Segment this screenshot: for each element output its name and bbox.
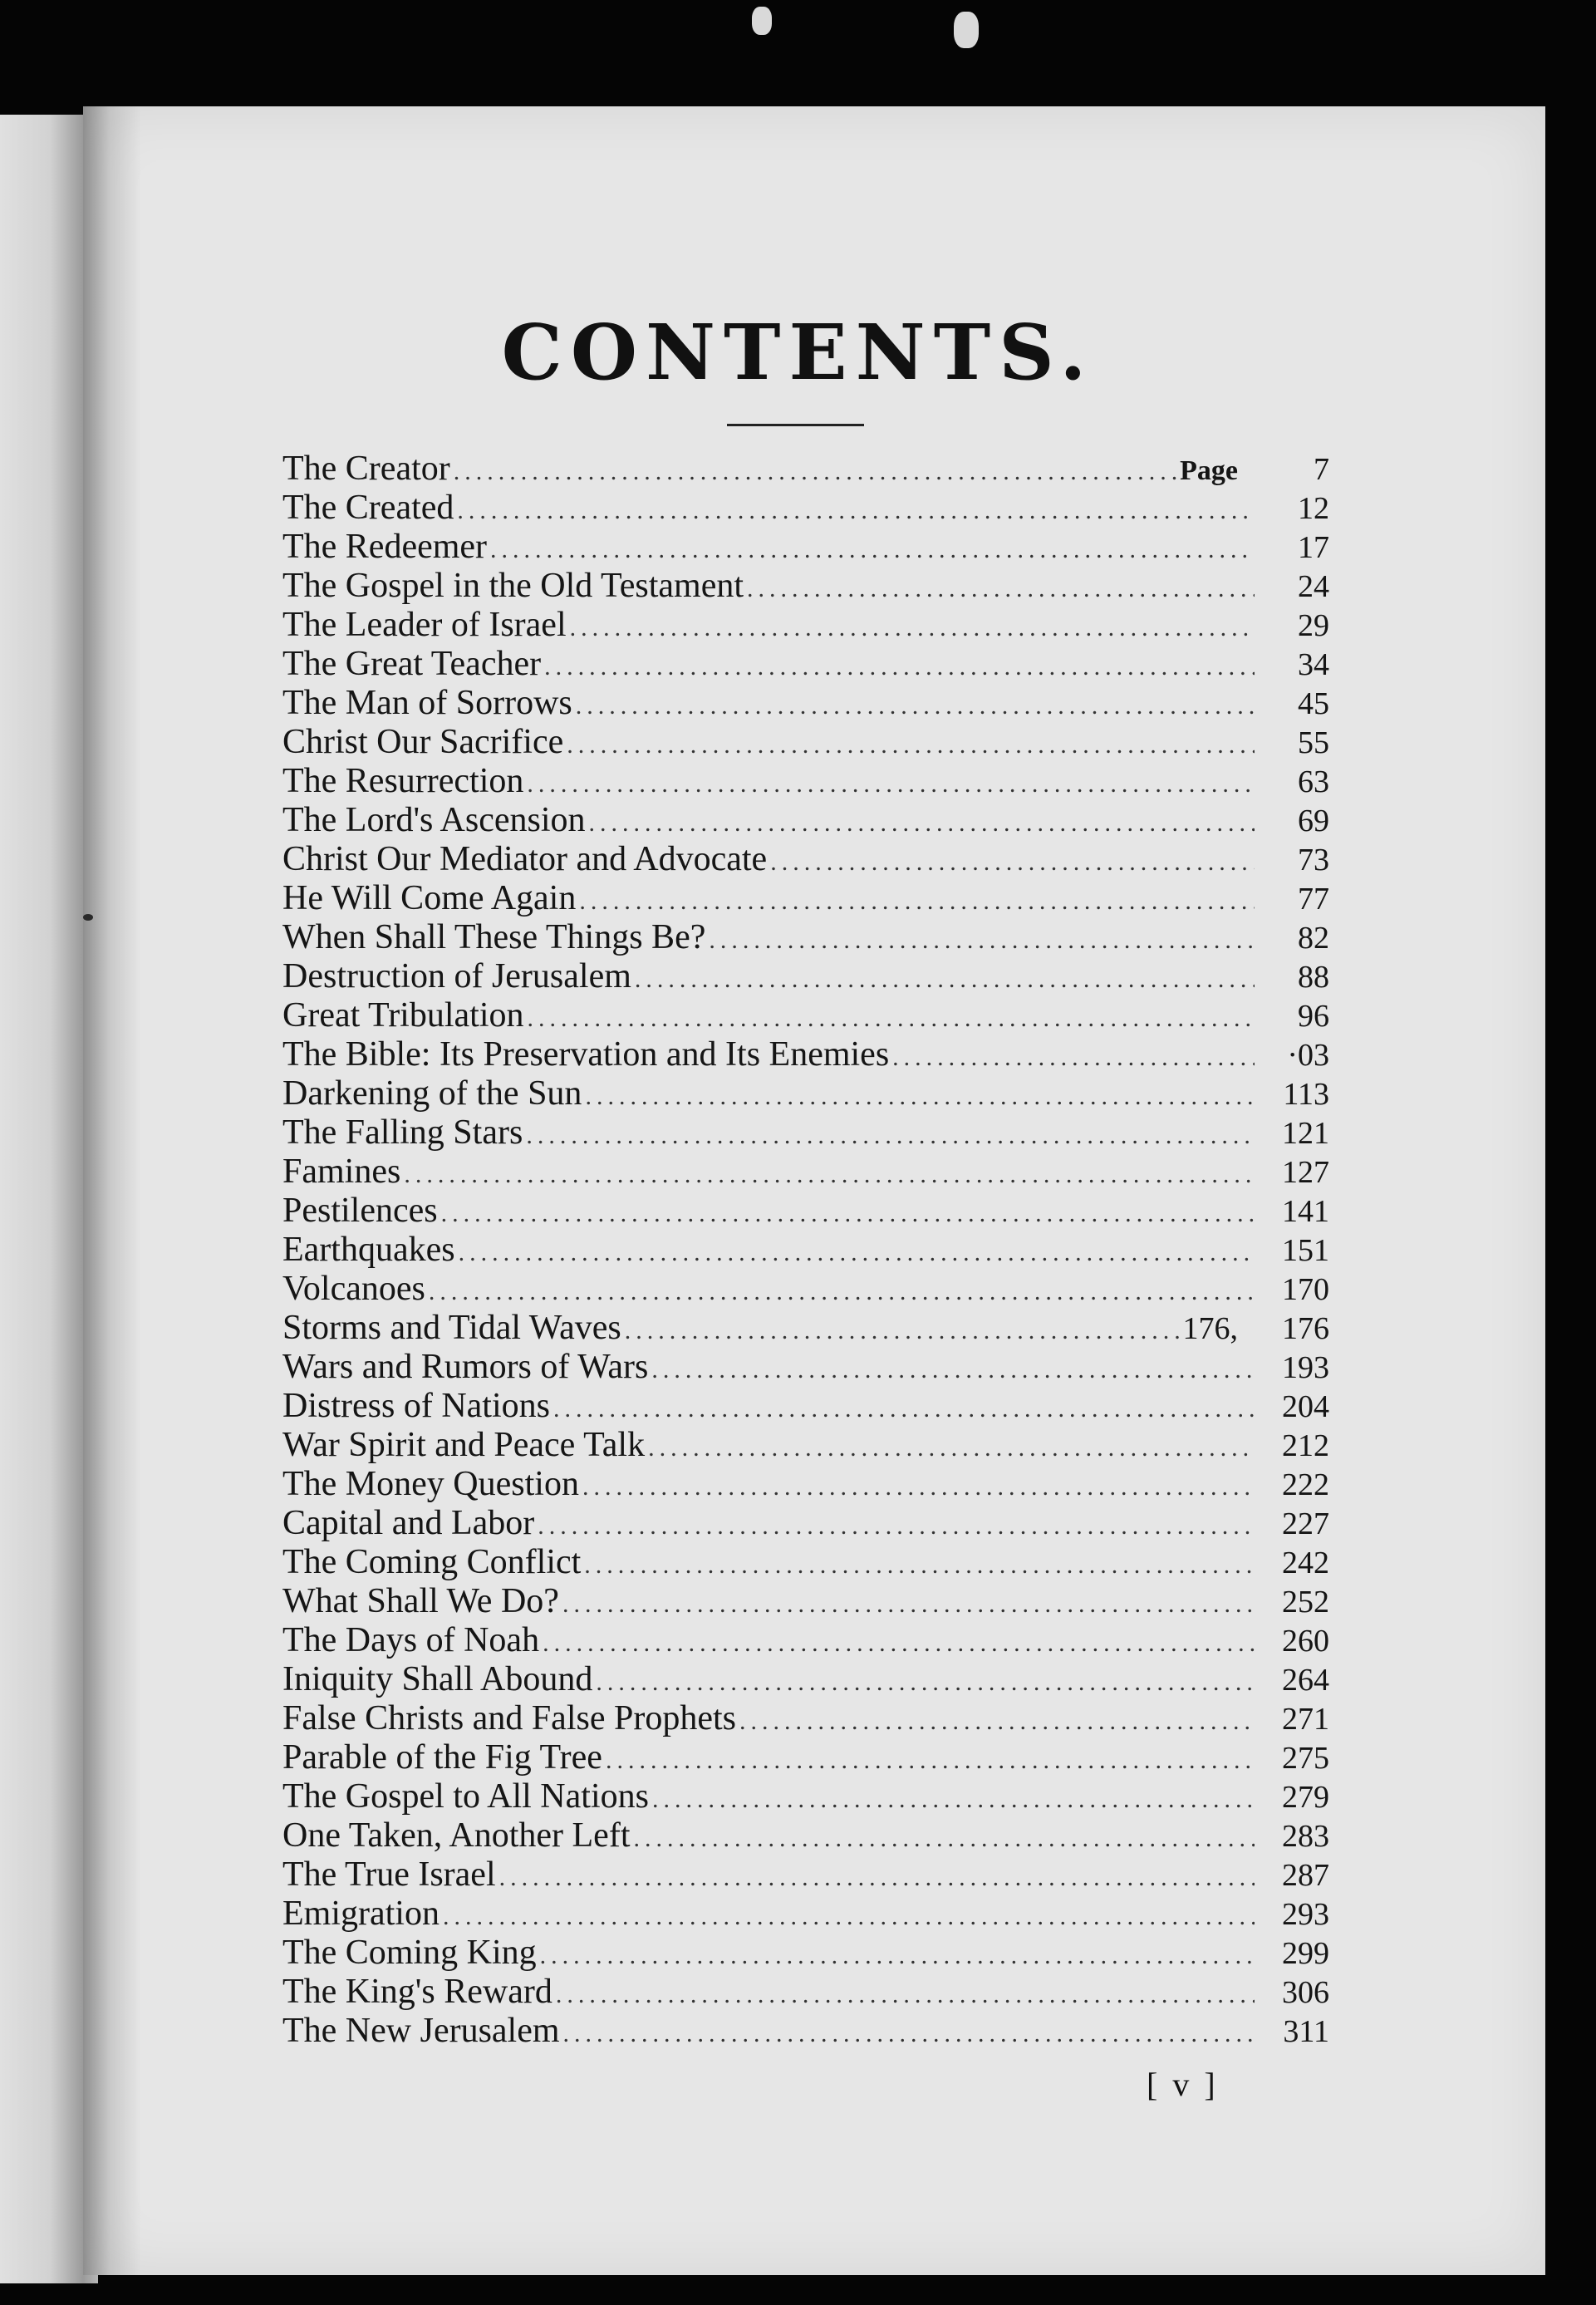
toc-entry-page-number: 77 xyxy=(1298,882,1329,917)
toc-entry-page-number: 283 xyxy=(1282,1819,1329,1854)
toc-entry xyxy=(282,878,1329,917)
toc-leader-dots xyxy=(892,1044,1255,1072)
toc-entry-title: Christ Our Mediator and Advocate xyxy=(282,840,768,878)
toc-entry-title: Great Tribulation xyxy=(282,996,524,1035)
toc-entry xyxy=(282,1386,1329,1425)
toc-leader-dots xyxy=(543,1629,1255,1658)
toc-entry-page-number: 271 xyxy=(1282,1702,1329,1737)
toc-entry xyxy=(282,2011,1329,2050)
toc-entry xyxy=(282,1035,1329,1074)
toc-leader-dots xyxy=(441,1200,1255,1228)
toc-entry-title: False Christs and False Prophets xyxy=(282,1699,736,1737)
toc-leader-dots xyxy=(538,1512,1255,1541)
toc-entry-page-number: 69 xyxy=(1298,804,1329,838)
toc-entry xyxy=(282,1074,1329,1113)
toc-leader-dots xyxy=(651,1356,1255,1384)
toc-entry-page-number: ·03 xyxy=(1287,1038,1329,1073)
toc-entry-title: The Leader of Israel xyxy=(282,606,567,644)
toc-entry xyxy=(282,1972,1329,2011)
toc-entry xyxy=(282,1542,1329,1581)
toc-entry-page-number: 170 xyxy=(1282,1272,1329,1307)
toc-entry-title: The Coming Conflict xyxy=(282,1543,582,1581)
toc-entry xyxy=(282,1581,1329,1620)
toc-leader-dots xyxy=(648,1434,1255,1462)
toc-entry-page-number: 222 xyxy=(1282,1467,1329,1502)
toc-entry-page-number: 275 xyxy=(1282,1741,1329,1776)
toc-entry xyxy=(282,1464,1329,1503)
toc-entry-page-number: 113 xyxy=(1283,1077,1329,1112)
toc-entry-title: Distress of Nations xyxy=(282,1387,550,1425)
toc-entry-extra-page: 176, xyxy=(1182,1311,1238,1346)
toc-entry-page-number: 127 xyxy=(1282,1155,1329,1190)
toc-entry-page-number: 227 xyxy=(1282,1506,1329,1541)
toc-entry xyxy=(282,839,1329,878)
toc-leader-dots xyxy=(544,653,1255,681)
scan-border xyxy=(1545,106,1596,2305)
toc-entry-page-number: 12 xyxy=(1298,491,1329,526)
toc-entry-page-number: 121 xyxy=(1282,1116,1329,1151)
toc-entry-page-number: 193 xyxy=(1282,1350,1329,1385)
toc-entry-page-number: 151 xyxy=(1282,1233,1329,1268)
toc-entry-title: The Bible: Its Preservation and Its Enemies xyxy=(282,1035,890,1074)
toc-entry-page-number: 29 xyxy=(1298,608,1329,643)
toc-entry-title: Destruction of Jerusalem xyxy=(282,957,631,995)
table-of-contents xyxy=(282,449,1329,2050)
toc-entry xyxy=(282,956,1329,995)
toc-entry xyxy=(282,566,1329,605)
toc-entry-title: The Redeemer xyxy=(282,528,488,566)
toc-entry xyxy=(282,995,1329,1035)
toc-entry xyxy=(282,1152,1329,1191)
toc-entry-page-number: 260 xyxy=(1282,1624,1329,1659)
toc-entry-page-number: 96 xyxy=(1298,999,1329,1034)
toc-leader-dots xyxy=(499,1864,1255,1892)
toc-entry-page-number: 299 xyxy=(1282,1936,1329,1971)
toc-entry-title: The Gospel in the Old Testament xyxy=(282,567,744,605)
toc-leader-dots xyxy=(596,1669,1255,1697)
toc-leader-dots xyxy=(490,536,1255,564)
toc-leader-dots xyxy=(556,1981,1255,2009)
toc-entry-title: The Great Teacher xyxy=(282,645,542,683)
toc-entry-title: The Coming King xyxy=(282,1934,537,1972)
toc-entry-title: The Resurrection xyxy=(282,762,524,800)
toc-leader-dots xyxy=(553,1395,1255,1423)
toc-entry-title: The True Israel xyxy=(282,1855,496,1894)
toc-leader-dots xyxy=(567,731,1255,759)
toc-leader-dots xyxy=(589,809,1255,838)
toc-leader-dots xyxy=(563,2020,1255,2048)
toc-entry-title: When Shall These Things Be? xyxy=(282,918,706,956)
toc-leader-dots xyxy=(635,966,1255,994)
toc-entry-page-number: 287 xyxy=(1282,1858,1329,1893)
toc-entry-title: Capital and Labor xyxy=(282,1504,535,1542)
toc-leader-dots xyxy=(585,1083,1255,1111)
toc-entry-title: The Man of Sorrows xyxy=(282,684,572,722)
toc-leader-dots xyxy=(770,848,1255,877)
toc-leader-dots xyxy=(739,1708,1255,1736)
toc-entry xyxy=(282,1894,1329,1933)
toc-entry-page-number: 45 xyxy=(1298,686,1329,721)
toc-entry xyxy=(282,1933,1329,1972)
toc-entry-title: Famines xyxy=(282,1152,401,1191)
toc-entry xyxy=(282,917,1329,956)
toc-entry-title: Pestilences xyxy=(282,1192,438,1230)
toc-entry-page-number: 212 xyxy=(1282,1428,1329,1463)
toc-entry xyxy=(282,488,1329,527)
toc-entry xyxy=(282,1347,1329,1386)
toc-entry-page-number: 264 xyxy=(1282,1663,1329,1698)
toc-entry xyxy=(282,1425,1329,1464)
toc-entry xyxy=(282,1113,1329,1152)
toc-entry-page-number: 24 xyxy=(1298,569,1329,604)
toc-entry-page-number: 34 xyxy=(1298,647,1329,682)
toc-entry-title: The Creator xyxy=(282,450,450,488)
toc-entry xyxy=(282,1503,1329,1542)
toc-entry-title: Iniquity Shall Abound xyxy=(282,1660,593,1698)
toc-entry-title: The Falling Stars xyxy=(282,1113,523,1152)
toc-entry-title: Christ Our Sacrifice xyxy=(282,723,564,761)
toc-leader-dots xyxy=(747,575,1255,603)
toc-leader-dots xyxy=(582,1473,1255,1501)
toc-leader-dots xyxy=(454,458,1176,486)
toc-leader-dots xyxy=(584,1551,1255,1580)
gutter-shadow xyxy=(83,106,141,2275)
toc-entry-page-number: 306 xyxy=(1282,1975,1329,2010)
toc-entry xyxy=(282,1191,1329,1230)
toc-entry xyxy=(282,1308,1329,1347)
toc-entry xyxy=(282,1777,1329,1816)
toc-leader-dots xyxy=(633,1825,1255,1853)
toc-leader-dots xyxy=(429,1278,1255,1306)
page-column-label: Page xyxy=(1180,455,1238,486)
toc-entry-page-number: 204 xyxy=(1282,1389,1329,1424)
toc-entry xyxy=(282,1269,1329,1308)
toc-leader-dots xyxy=(579,887,1255,916)
toc-leader-dots xyxy=(527,770,1255,799)
toc-leader-dots xyxy=(526,1122,1255,1150)
toc-entry xyxy=(282,449,1329,488)
toc-entry-page-number: 311 xyxy=(1283,2014,1329,2049)
toc-leader-dots xyxy=(570,614,1255,642)
toc-entry-title: The Gospel to All Nations xyxy=(282,1777,649,1816)
toc-entry-title: Parable of the Fig Tree xyxy=(282,1738,602,1777)
toc-entry-title: The Created xyxy=(282,489,454,527)
toc-entry-title: The Money Question xyxy=(282,1465,579,1503)
toc-entry-title: The Days of Noah xyxy=(282,1621,540,1659)
page-folio: [ v ] xyxy=(1147,2066,1219,2103)
toc-entry-page-number: 55 xyxy=(1298,725,1329,760)
toc-entry-page-number: 88 xyxy=(1298,960,1329,995)
toc-entry xyxy=(282,683,1329,722)
title-rule xyxy=(727,424,864,426)
scan-artifact-mark xyxy=(954,12,979,48)
toc-leader-dots xyxy=(459,1239,1255,1267)
toc-entry-title: Emigration xyxy=(282,1895,440,1933)
toc-leader-dots xyxy=(540,1942,1255,1970)
toc-leader-dots xyxy=(562,1590,1255,1619)
toc-entry xyxy=(282,761,1329,800)
scan-artifact-mark xyxy=(752,7,772,35)
toc-entry-title: War Spirit and Peace Talk xyxy=(282,1426,646,1464)
toc-entry xyxy=(282,644,1329,683)
toc-entry-title: Volcanoes xyxy=(282,1270,425,1308)
toc-leader-dots xyxy=(625,1317,1180,1345)
toc-entry-title: The Lord's Ascension xyxy=(282,801,586,839)
toc-entry-page-number: 17 xyxy=(1298,530,1329,565)
toc-entry-title: What Shall We Do? xyxy=(282,1582,559,1620)
toc-entry xyxy=(282,1620,1329,1659)
toc-leader-dots xyxy=(528,1005,1255,1033)
toc-entry-title: Earthquakes xyxy=(282,1231,455,1269)
toc-entry-page-number: 7 xyxy=(1314,452,1329,487)
toc-entry xyxy=(282,1659,1329,1698)
toc-entry-title: Darkening of the Sun xyxy=(282,1074,582,1113)
toc-entry xyxy=(282,1816,1329,1855)
toc-entry-page-number: 252 xyxy=(1282,1585,1329,1619)
toc-entry-page-number: 279 xyxy=(1282,1780,1329,1815)
toc-entry-page-number: 293 xyxy=(1282,1897,1329,1932)
toc-leader-dots xyxy=(606,1747,1255,1775)
page-title: CONTENTS. xyxy=(501,307,1095,397)
toc-leader-dots xyxy=(576,692,1255,720)
toc-entry-page-number: 82 xyxy=(1298,921,1329,956)
toc-entry xyxy=(282,1230,1329,1269)
toc-entry-page-number: 176 xyxy=(1282,1311,1329,1346)
toc-entry-page-number: 73 xyxy=(1298,843,1329,877)
toc-entry-title: The New Jerusalem xyxy=(282,2012,560,2050)
toc-entry-title: One Taken, Another Left xyxy=(282,1816,631,1855)
toc-leader-dots xyxy=(709,926,1255,955)
toc-leader-dots xyxy=(443,1903,1255,1931)
toc-entry xyxy=(282,1698,1329,1737)
toc-entry-title: He Will Come Again xyxy=(282,879,577,917)
toc-entry-page-number: 141 xyxy=(1282,1194,1329,1229)
scan-artifact-speck xyxy=(83,914,93,921)
toc-entry xyxy=(282,605,1329,644)
toc-leader-dots xyxy=(457,497,1255,525)
toc-entry xyxy=(282,722,1329,761)
toc-entry xyxy=(282,800,1329,839)
toc-leader-dots xyxy=(652,1786,1255,1814)
toc-entry-page-number: 63 xyxy=(1298,764,1329,799)
toc-entry xyxy=(282,1855,1329,1894)
toc-entry-title: Wars and Rumors of Wars xyxy=(282,1348,649,1386)
toc-entry-title: Storms and Tidal Waves xyxy=(282,1309,621,1347)
toc-entry xyxy=(282,527,1329,566)
toc-entry xyxy=(282,1737,1329,1777)
toc-leader-dots xyxy=(404,1161,1255,1189)
toc-entry-title: The King's Reward xyxy=(282,1973,552,2011)
toc-entry-page-number: 242 xyxy=(1282,1546,1329,1580)
